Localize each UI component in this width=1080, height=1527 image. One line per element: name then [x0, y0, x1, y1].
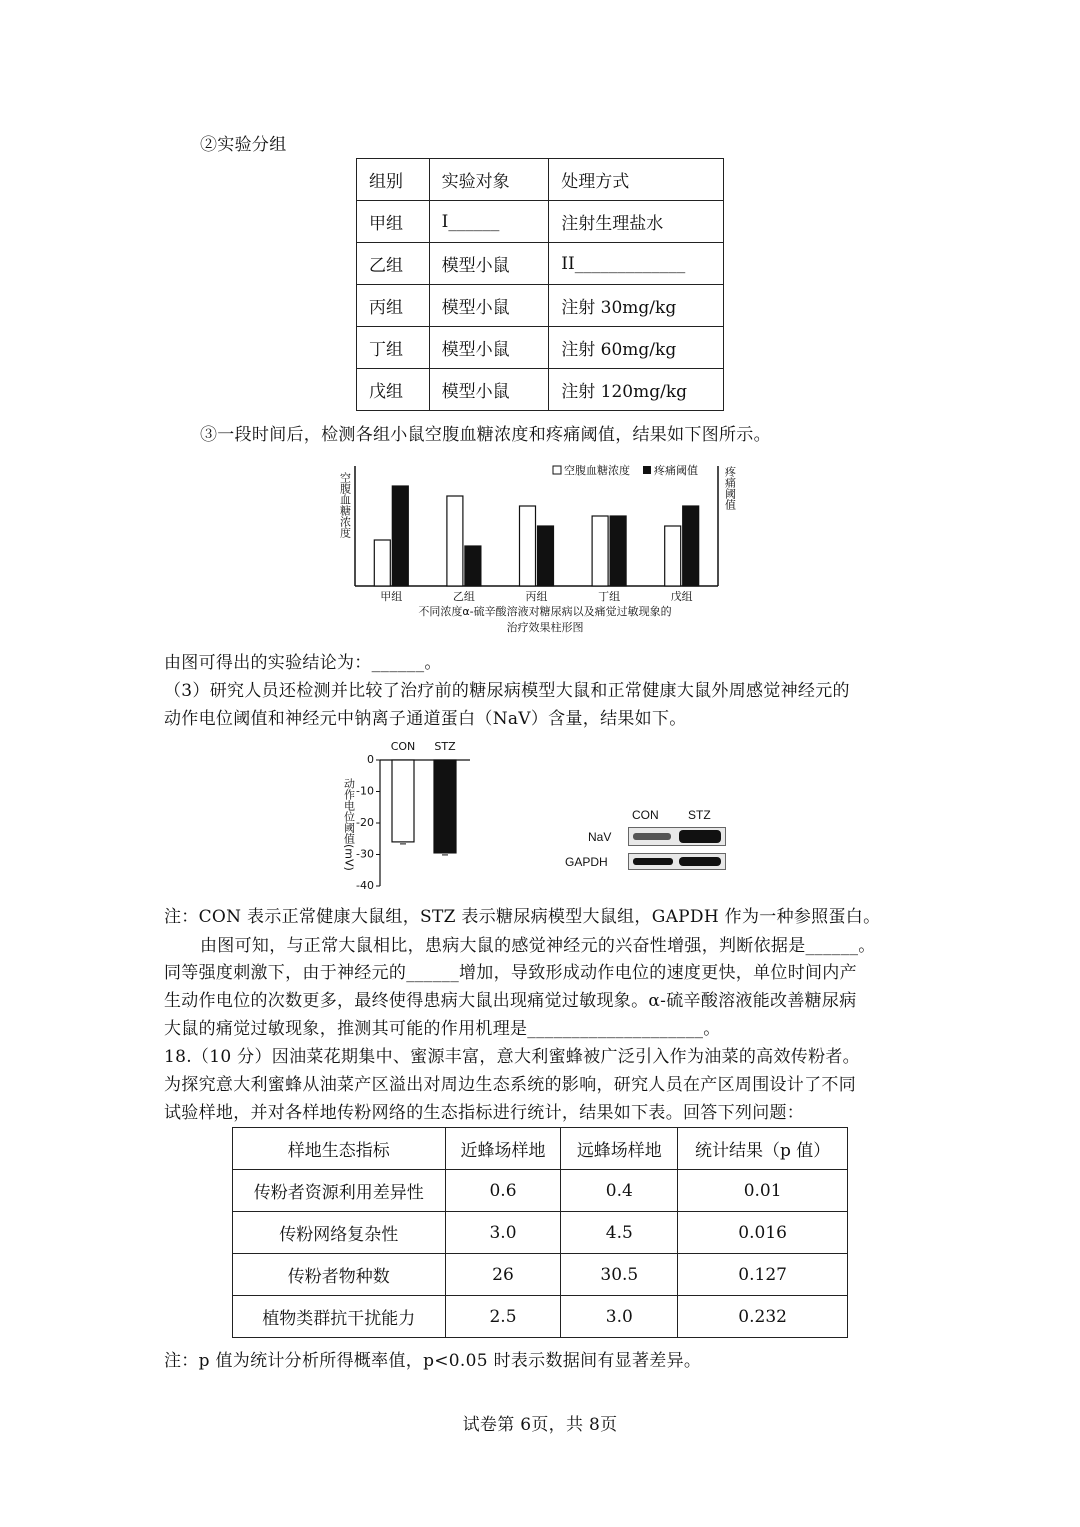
- bar-pain-threshold: [465, 546, 481, 586]
- y-tick-label: -20: [356, 816, 374, 829]
- table-row: [357, 369, 724, 411]
- table-row: [357, 285, 724, 327]
- question-text: 动作电位阈值和神经元中钠离子通道蛋白（NaV）含量，结果如下。: [164, 709, 687, 729]
- table-cell: 模型小鼠: [429, 327, 549, 369]
- section-label: ③一段时间后，检测各组小鼠空腹血糖浓度和疼痛阈值，结果如下图所示。: [200, 425, 771, 445]
- table-cell: 传粉者资源利用差异性: [233, 1170, 446, 1212]
- table-row: [357, 327, 724, 369]
- x-tick-label: 乙组: [452, 590, 475, 603]
- action-potential-bar-chart: [340, 738, 480, 893]
- blot-band-gapdh: [628, 853, 726, 870]
- table-cell: 模型小鼠: [429, 243, 549, 285]
- gapdh-band-con: [633, 858, 673, 865]
- blot-column-label: STZ: [688, 808, 711, 822]
- table-row: [233, 1212, 848, 1254]
- table-header-row: [357, 159, 724, 201]
- bar-glucose: [374, 540, 390, 586]
- bar-pain-threshold: [610, 516, 626, 586]
- bar-glucose: [592, 516, 608, 586]
- section-label: ②实验分组: [200, 135, 287, 155]
- table-cell: 乙组: [357, 243, 430, 285]
- chart-caption: 不同浓度α-硫辛酸溶液对糖尿病以及痛觉过敏现象的: [418, 605, 672, 618]
- table-cell: 0.232: [678, 1296, 848, 1338]
- question-text: 为探究意大利蜜蜂从油菜产区溢出对周边生态系统的影响，研究人员在产区周围设计了不同: [164, 1075, 856, 1095]
- table-cell: 植物类群抗干扰能力: [233, 1296, 446, 1338]
- legend-swatch: [553, 466, 561, 474]
- nav-band-stz: [679, 830, 721, 843]
- experiment-group-table: [356, 158, 724, 411]
- table-cell: 甲组: [357, 201, 430, 243]
- paragraph-line: 生动作电位的次数更多，最终使得患病大鼠出现痛觉过敏现象。α-硫辛酸溶液能改善糖尿病: [164, 991, 857, 1011]
- blot-row-label: NaV: [588, 830, 612, 844]
- table-cell: 注射 60mg/kg: [549, 327, 724, 369]
- y-tick-label: -30: [356, 847, 374, 861]
- table-cell: 0.01: [678, 1170, 848, 1212]
- table-header-cell: 处理方式: [549, 159, 724, 201]
- y-axis-label: 动作电位阈值(mV): [342, 778, 356, 871]
- table-cell: 注射 30mg/kg: [549, 285, 724, 327]
- note-text: 注：p 值为统计分析所得概率值，p<0.05 时表示数据间有显著差异。: [164, 1351, 702, 1371]
- table-cell: 注射生理盐水: [549, 201, 724, 243]
- conclusion-text: 由图可得出的实验结论为：______。: [164, 653, 442, 673]
- page-footer: 试卷第 6页，共 8页: [462, 1415, 618, 1435]
- glucose-pain-bar-chart: [335, 458, 755, 638]
- table-row: [233, 1254, 848, 1296]
- blot-band-nav: [628, 827, 726, 846]
- y-tick-label: 0: [367, 753, 374, 766]
- table-cell: 3.0: [561, 1296, 678, 1338]
- table-cell: 传粉网络复杂性: [233, 1212, 446, 1254]
- table-cell: 4.5: [561, 1212, 678, 1254]
- table-cell: 0.6: [445, 1170, 561, 1212]
- table-cell: 模型小鼠: [429, 369, 549, 411]
- x-tick-label: 甲组: [380, 590, 403, 603]
- table-cell: 3.0: [445, 1212, 561, 1254]
- table-cell: 传粉者物种数: [233, 1254, 446, 1296]
- blank-field: I______: [429, 201, 549, 243]
- table-cell: 丁组: [357, 327, 430, 369]
- ecology-index-table: [232, 1127, 848, 1338]
- table-cell: 0.127: [678, 1254, 848, 1296]
- bar-con: [392, 760, 414, 842]
- y2-axis-label: 疼痛阈值: [723, 466, 737, 510]
- table-header-row: [233, 1128, 848, 1170]
- x-tick-label: STZ: [434, 740, 456, 753]
- paragraph-line: 大鼠的痛觉过敏现象，推测其可能的作用机理是____________________。: [164, 1019, 721, 1039]
- table-cell: 0.4: [561, 1170, 678, 1212]
- table-cell: 30.5: [561, 1254, 678, 1296]
- bar-stz: [434, 760, 456, 853]
- blank-field: II_____________: [549, 243, 724, 285]
- gapdh-band-stz: [679, 857, 721, 866]
- legend-label: 空腹血糖浓度: [564, 464, 630, 477]
- question-text: （3）研究人员还检测并比较了治疗前的糖尿病模型大鼠和正常健康大鼠外周感觉神经元的: [164, 681, 850, 701]
- table-header-cell: 近蜂场样地: [445, 1128, 561, 1170]
- y-axis-label: 空腹血糖浓度: [338, 472, 352, 538]
- table-header-cell: 统计结果（p 值）: [678, 1128, 848, 1170]
- bar-pain-threshold: [392, 486, 408, 586]
- table-row: [357, 243, 724, 285]
- bar-pain-threshold: [683, 506, 699, 586]
- note-text: 注：CON 表示正常健康大鼠组，STZ 表示糖尿病模型大鼠组，GAPDH 作为一种参照蛋白。: [164, 907, 881, 927]
- table-cell: 丙组: [357, 285, 430, 327]
- table-cell: 0.016: [678, 1212, 848, 1254]
- bar-glucose: [665, 526, 681, 586]
- table-cell: 26: [445, 1254, 561, 1296]
- x-tick-label: 戊组: [670, 590, 693, 603]
- table-header-cell: 远蜂场样地: [561, 1128, 678, 1170]
- table-row: [233, 1296, 848, 1338]
- paragraph-line: 由图可知，与正常大鼠相比，患病大鼠的感觉神经元的兴奋性增强，判断依据是______。: [200, 936, 876, 956]
- western-blot: [560, 805, 735, 875]
- blot-row-label: GAPDH: [565, 855, 608, 869]
- y-tick-label: -10: [356, 784, 374, 798]
- table-cell: 2.5: [445, 1296, 561, 1338]
- x-tick-label: 丙组: [525, 590, 548, 603]
- table-cell: 戊组: [357, 369, 430, 411]
- x-tick-label: CON: [390, 740, 416, 753]
- bar-pain-threshold: [538, 526, 554, 586]
- question-text: 18.（10 分）因油菜花期集中、蜜源丰富，意大利蜜蜂被广泛引入作为油菜的高效传粉者。: [164, 1047, 860, 1067]
- table-row: [357, 201, 724, 243]
- paragraph-line: 同等强度刺激下，由于神经元的______增加，导致形成动作电位的速度更快，单位时间内产: [164, 963, 857, 983]
- chart-legend: [553, 463, 698, 477]
- chart-caption: 治疗效果柱形图: [506, 621, 584, 634]
- table-header-cell: 组别: [357, 159, 430, 201]
- legend-swatch: [643, 466, 651, 474]
- legend-label: 疼痛阈值: [654, 464, 698, 477]
- table-row: [233, 1170, 848, 1212]
- table-cell: 注射 120mg/kg: [549, 369, 724, 411]
- table-cell: 模型小鼠: [429, 285, 549, 327]
- blot-column-label: CON: [632, 808, 659, 822]
- bar-glucose: [520, 506, 536, 586]
- x-tick-label: 丁组: [598, 590, 621, 603]
- y-tick-label: -40: [356, 879, 374, 892]
- nav-band-con: [633, 833, 671, 840]
- bar-glucose: [447, 496, 463, 586]
- table-header-cell: 样地生态指标: [233, 1128, 446, 1170]
- table-header-cell: 实验对象: [429, 159, 549, 201]
- question-text: 试验样地，并对各样地传粉网络的生态指标进行统计，结果如下表。回答下列问题：: [164, 1103, 805, 1123]
